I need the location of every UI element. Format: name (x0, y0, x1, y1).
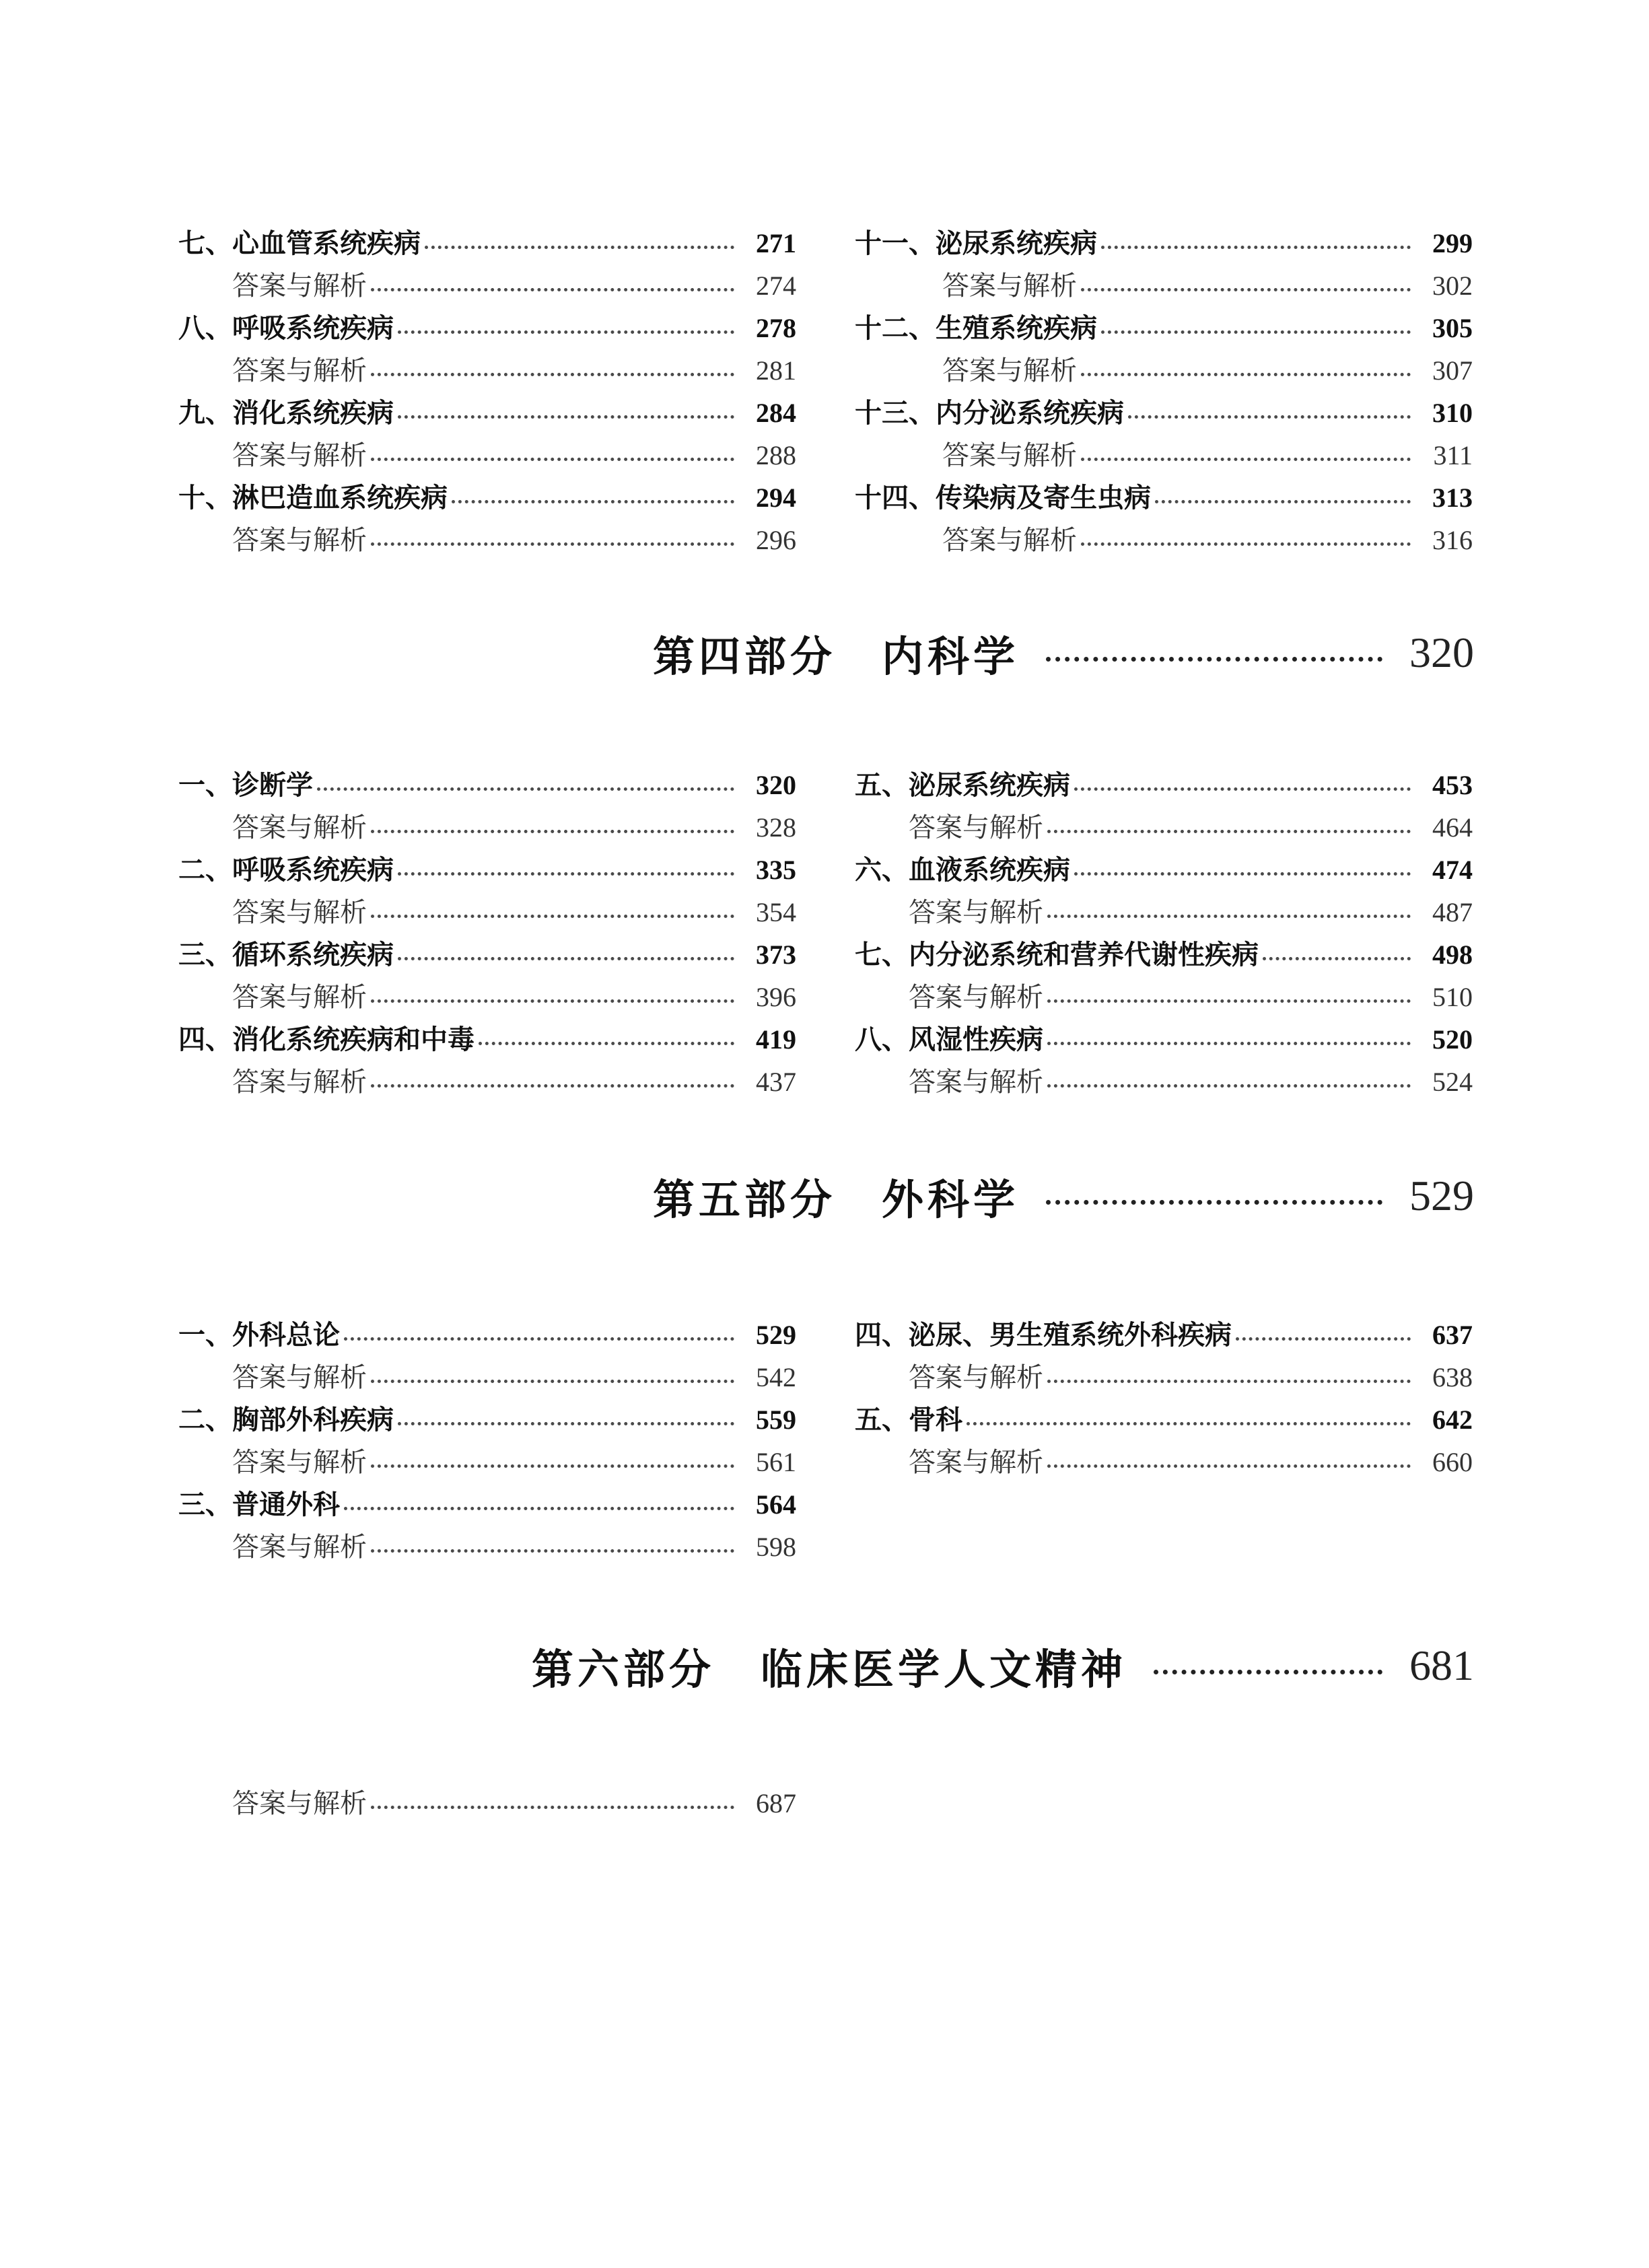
toc-page-number: 687 (756, 1788, 796, 1818)
dot-leader (1047, 999, 1411, 1003)
part-heading-4[interactable] (0, 616, 1474, 690)
toc-entry-title: 答案与解析 (942, 355, 1077, 386)
toc-page-number: 281 (756, 355, 796, 386)
dot-leader (1074, 872, 1411, 876)
toc-entry[interactable] (855, 307, 1473, 350)
toc-subentry[interactable] (178, 806, 796, 849)
dot-leader (1047, 1464, 1411, 1468)
toc-entry[interactable] (855, 1314, 1473, 1357)
dot-leader (371, 542, 734, 546)
toc-page-number: 642 (1432, 1405, 1473, 1435)
toc-entry-title: 十三、内分泌系统疾病 (855, 398, 1124, 429)
dot-leader (1047, 1084, 1411, 1088)
toc-entry[interactable] (178, 476, 796, 520)
toc-entry-title: 答案与解析 (232, 1788, 367, 1819)
toc-page-number: 328 (756, 812, 796, 843)
toc-page-number: 660 (1432, 1447, 1473, 1477)
toc-entry-title: 四、泌尿、男生殖系统外科疾病 (855, 1320, 1232, 1351)
toc-entry[interactable] (855, 1398, 1473, 1442)
toc-entry-title: 答案与解析 (909, 982, 1043, 1013)
toc-page-number: 510 (1432, 982, 1473, 1012)
dot-leader (371, 1549, 734, 1553)
toc-entry-title: 答案与解析 (909, 897, 1043, 928)
toc-subentry[interactable] (855, 349, 1473, 392)
toc-entry-title: 答案与解析 (232, 440, 367, 471)
toc-page-number: 529 (756, 1320, 796, 1350)
toc-subentry[interactable] (855, 1061, 1473, 1104)
toc-page-number: 638 (1432, 1362, 1473, 1392)
toc-page-number: 284 (756, 398, 796, 428)
toc-entry[interactable] (855, 933, 1473, 977)
dot-leader (1101, 246, 1411, 249)
dot-leader (425, 246, 734, 249)
toc-page-number: 278 (756, 313, 796, 343)
toc-entry-title: 二、呼吸系统疾病 (178, 855, 394, 886)
dot-leader (1236, 1337, 1411, 1341)
dot-leader (344, 1337, 734, 1341)
dot-leader (1101, 330, 1411, 334)
toc-subentry[interactable] (178, 1356, 796, 1399)
dot-leader (371, 999, 734, 1003)
dot-leader (371, 458, 734, 461)
toc-page-number: 598 (756, 1532, 796, 1562)
toc-entry-title: 五、骨科 (855, 1405, 962, 1436)
toc-entry[interactable] (855, 1018, 1473, 1061)
toc-page-number: 498 (1432, 940, 1473, 970)
toc-subentry[interactable] (178, 264, 796, 308)
dot-leader (371, 1464, 734, 1468)
part-page-number: 681 (1409, 1641, 1474, 1689)
toc-entry-title: 八、呼吸系统疾病 (178, 313, 394, 344)
toc-page-number: 396 (756, 982, 796, 1012)
toc-page-number: 561 (756, 1447, 796, 1477)
dot-leader (317, 787, 734, 791)
toc-page-number: 637 (1432, 1320, 1473, 1350)
dot-leader (371, 288, 734, 291)
part-page-number: 320 (1409, 629, 1474, 676)
toc-entry[interactable] (178, 933, 796, 977)
toc-page-number: 320 (756, 770, 796, 800)
part-title: 第四部分 内科学 (652, 631, 1019, 681)
toc-page-number: 274 (756, 271, 796, 301)
toc-entry-title: 答案与解析 (232, 1447, 367, 1478)
toc-page-number: 310 (1432, 398, 1473, 428)
toc-subentry[interactable] (178, 519, 796, 562)
toc-entry-title: 答案与解析 (232, 1067, 367, 1098)
toc-entry-title: 五、泌尿系统疾病 (855, 770, 1070, 801)
toc-page-number: 288 (756, 440, 796, 470)
toc-entry-title: 九、消化系统疾病 (178, 398, 394, 429)
toc-entry-title: 十、淋巴造血系统疾病 (178, 483, 448, 513)
toc-page-number: 437 (756, 1067, 796, 1097)
dot-leader (371, 830, 734, 833)
toc-subentry[interactable] (178, 1526, 796, 1569)
toc-entry-title: 一、诊断学 (178, 770, 313, 801)
toc-entry-title: 答案与解析 (909, 1067, 1043, 1098)
dot-leader (1074, 787, 1411, 791)
dot-leader (1155, 500, 1411, 503)
toc-entry[interactable] (855, 476, 1473, 520)
toc-page-number: 520 (1432, 1024, 1473, 1055)
toc-subentry[interactable] (178, 891, 796, 934)
dot-leader (371, 1084, 734, 1088)
toc-entry-title: 十一、泌尿系统疾病 (855, 228, 1097, 259)
toc-entry-title: 答案与解析 (909, 1447, 1043, 1478)
part-title: 第五部分 外科学 (652, 1174, 1019, 1224)
toc-entry-title: 三、循环系统疾病 (178, 940, 394, 970)
toc-entry[interactable] (178, 1314, 796, 1357)
toc-entry-title: 答案与解析 (909, 1362, 1043, 1393)
toc-entry-title: 答案与解析 (232, 355, 367, 386)
dot-leader (1047, 1380, 1411, 1383)
toc-entry-title: 十二、生殖系统疾病 (855, 313, 1097, 344)
toc-page-number: 464 (1432, 812, 1473, 843)
toc-page-number: 313 (1432, 483, 1473, 513)
part-title: 第六部分 临床医学人文精神 (531, 1644, 1127, 1694)
dot-leader (398, 330, 734, 334)
toc-subentry[interactable] (855, 1441, 1473, 1484)
toc-entry-title: 答案与解析 (232, 982, 367, 1013)
dot-leader (1263, 957, 1411, 960)
toc-entry-title: 一、外科总论 (178, 1320, 340, 1351)
dot-leader (1081, 458, 1411, 461)
toc-page-number: 453 (1432, 770, 1473, 800)
toc-entry[interactable] (855, 392, 1473, 435)
dot-leader (1047, 1042, 1411, 1045)
toc-page-number: 559 (756, 1405, 796, 1435)
dot-leader (967, 1422, 1411, 1425)
dot-leader (398, 415, 734, 419)
toc-page-number: 316 (1432, 525, 1473, 555)
toc-entry-title: 十四、传染病及寄生虫病 (855, 483, 1151, 513)
toc-entry-title: 八、风湿性疾病 (855, 1024, 1043, 1055)
toc-page-number: 474 (1432, 855, 1473, 885)
toc-page-number: 305 (1432, 313, 1473, 343)
dot-leader (344, 1507, 734, 1510)
dot-leader (398, 957, 734, 960)
toc-page-number: 299 (1432, 228, 1473, 258)
toc-entry-title: 三、普通外科 (178, 1489, 340, 1520)
toc-entry-title: 七、心血管系统疾病 (178, 228, 421, 259)
toc-entry[interactable] (178, 307, 796, 350)
dot-leader (398, 872, 734, 876)
toc-entry-title: 答案与解析 (909, 812, 1043, 843)
dot-leader (371, 1380, 734, 1383)
dot-leader (371, 373, 734, 376)
toc-entry-title: 答案与解析 (232, 1362, 367, 1393)
toc-subentry[interactable] (855, 976, 1473, 1019)
toc-entry[interactable] (178, 222, 796, 265)
toc-page-number: 271 (756, 228, 796, 258)
toc-page-number: 311 (1433, 440, 1473, 470)
toc-entry-title: 六、血液系统疾病 (855, 855, 1070, 886)
dot-leader (1046, 1200, 1382, 1205)
dot-leader (1081, 373, 1411, 376)
toc-entry[interactable] (178, 764, 796, 807)
dot-leader (452, 500, 734, 503)
dot-leader (1128, 415, 1411, 419)
toc-entry[interactable] (178, 392, 796, 435)
dot-leader (1154, 1670, 1382, 1674)
toc-subentry[interactable] (855, 806, 1473, 849)
toc-page-number: 296 (756, 525, 796, 555)
toc-page-number: 354 (756, 897, 796, 927)
toc-entry-title: 答案与解析 (232, 1532, 367, 1563)
toc-page-number: 564 (756, 1489, 796, 1520)
dot-leader (1046, 657, 1382, 662)
toc-entry-title: 答案与解析 (232, 897, 367, 928)
dot-leader (1047, 915, 1411, 918)
dot-leader (1047, 830, 1411, 833)
part-heading-5[interactable] (0, 1159, 1474, 1233)
toc-page-number: 335 (756, 855, 796, 885)
toc-subentry[interactable] (178, 349, 796, 392)
toc-page-number: 487 (1432, 897, 1473, 927)
toc-entry-title: 答案与解析 (232, 812, 367, 843)
toc-entry-title: 答案与解析 (942, 440, 1077, 471)
toc-entry[interactable] (855, 764, 1473, 807)
dot-leader (371, 915, 734, 918)
toc-subentry[interactable] (178, 1782, 796, 1825)
toc-entry[interactable] (855, 849, 1473, 892)
dot-leader (398, 1422, 734, 1425)
toc-entry[interactable] (178, 1018, 796, 1061)
part-heading-6[interactable] (0, 1629, 1474, 1703)
toc-subentry[interactable] (855, 1356, 1473, 1399)
toc-subentry[interactable] (855, 434, 1473, 477)
dot-leader (1081, 542, 1411, 546)
toc-page-number: 302 (1432, 271, 1473, 301)
toc-entry[interactable] (855, 222, 1473, 265)
toc-page-number: 419 (756, 1024, 796, 1055)
toc-subentry[interactable] (178, 1061, 796, 1104)
toc-subentry[interactable] (855, 519, 1473, 562)
toc-subentry[interactable] (178, 1441, 796, 1484)
toc-entry[interactable] (178, 1398, 796, 1442)
toc-entry-title: 四、消化系统疾病和中毒 (178, 1024, 475, 1055)
dot-leader (371, 1806, 734, 1809)
toc-page-number: 373 (756, 940, 796, 970)
toc-entry-title: 七、内分泌系统和营养代谢性疾病 (855, 940, 1259, 970)
toc-page-number: 294 (756, 483, 796, 513)
toc-subentry[interactable] (855, 891, 1473, 934)
toc-entry-title: 答案与解析 (942, 525, 1077, 556)
toc-entry-title: 答案与解析 (942, 271, 1077, 302)
toc-entry-title: 答案与解析 (232, 271, 367, 302)
toc-entry[interactable] (178, 1483, 796, 1526)
toc-entry[interactable] (178, 849, 796, 892)
toc-subentry[interactable] (178, 434, 796, 477)
toc-page-number: 524 (1432, 1067, 1473, 1097)
toc-entry-title: 二、胸部外科疾病 (178, 1405, 394, 1436)
dot-leader (1081, 288, 1411, 291)
toc-subentry[interactable] (855, 264, 1473, 308)
toc-page-number: 542 (756, 1362, 796, 1392)
toc-page-number: 307 (1432, 355, 1473, 386)
dot-leader (479, 1042, 734, 1045)
toc-subentry[interactable] (178, 976, 796, 1019)
toc-entry-title: 答案与解析 (232, 525, 367, 556)
part-page-number: 529 (1409, 1172, 1474, 1219)
